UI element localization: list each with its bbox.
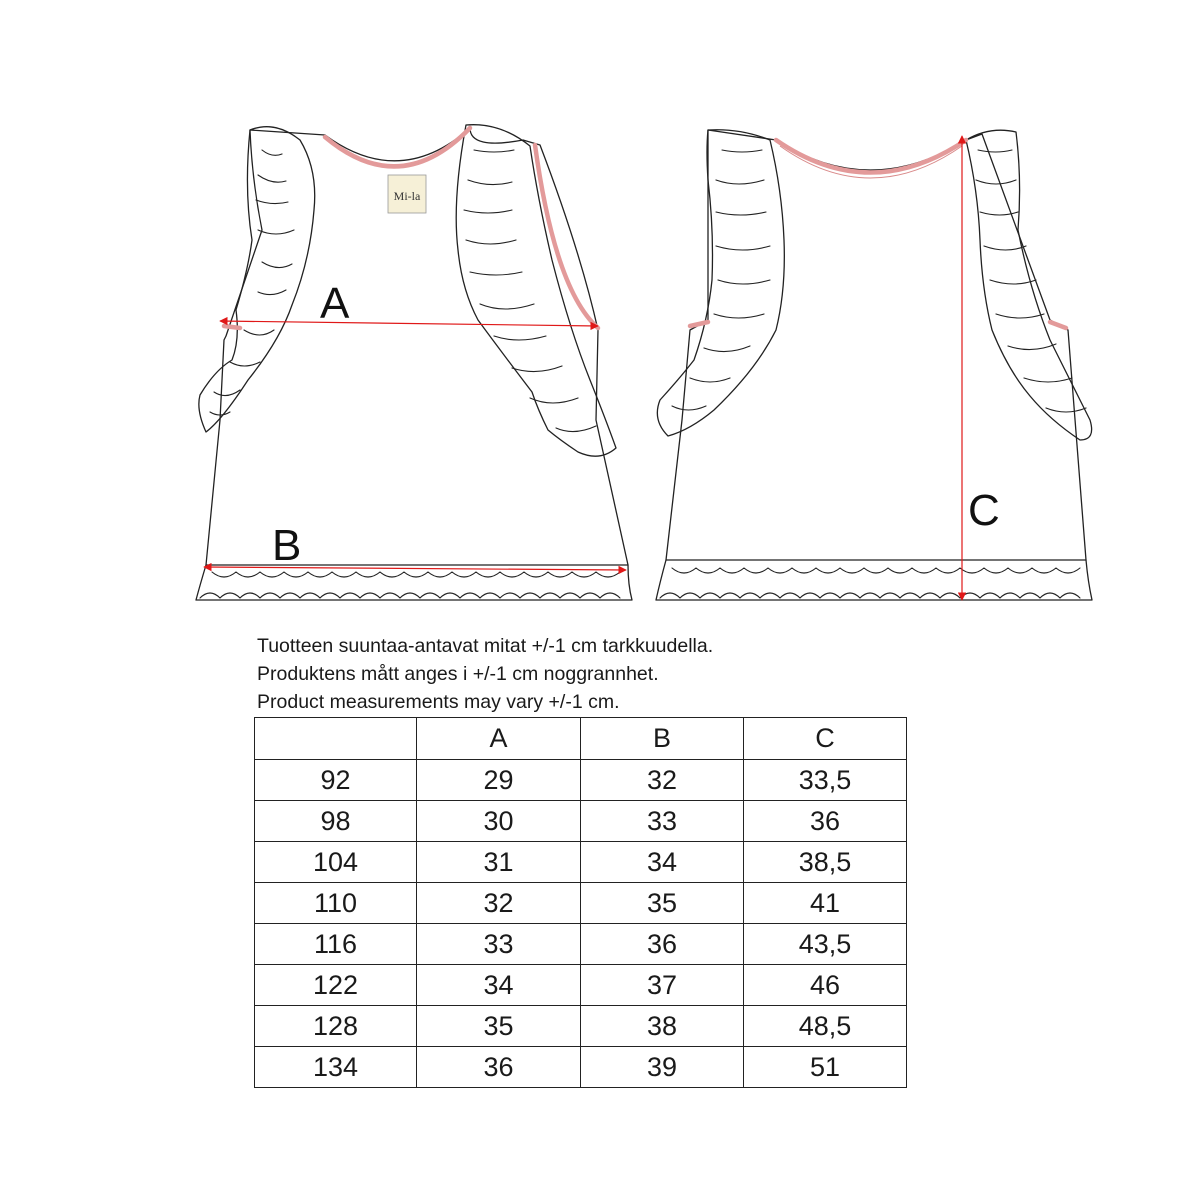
cell-a: 33 — [417, 924, 581, 965]
table-row — [255, 1047, 907, 1088]
cell-b: 32 — [581, 760, 744, 801]
cell-c: 46 — [744, 965, 907, 1006]
cell-a: 32 — [417, 883, 581, 924]
label-c: C — [968, 486, 1000, 535]
cell-size: 104 — [255, 842, 417, 883]
cell-a: 30 — [417, 801, 581, 842]
cell-size: 92 — [255, 760, 417, 801]
cell-size: 122 — [255, 965, 417, 1006]
cell-b: 36 — [581, 924, 744, 965]
table-row — [255, 760, 907, 801]
cell-b: 38 — [581, 1006, 744, 1047]
header-size — [255, 718, 417, 760]
cell-c: 51 — [744, 1047, 907, 1088]
cell-b: 37 — [581, 965, 744, 1006]
table-row — [255, 883, 907, 924]
cell-c: 48,5 — [744, 1006, 907, 1047]
cell-a: 36 — [417, 1047, 581, 1088]
back-view — [656, 130, 1092, 600]
front-view — [196, 125, 632, 600]
cell-c: 33,5 — [744, 760, 907, 801]
size-table — [254, 717, 907, 1088]
table-row — [255, 965, 907, 1006]
table-header-row — [255, 718, 907, 760]
brand-label: Mi-la — [393, 189, 421, 203]
cell-a: 34 — [417, 965, 581, 1006]
cell-a: 29 — [417, 760, 581, 801]
cell-size: 98 — [255, 801, 417, 842]
cell-c: 41 — [744, 883, 907, 924]
label-b: B — [272, 521, 302, 570]
cell-size: 134 — [255, 1047, 417, 1088]
cell-a: 31 — [417, 842, 581, 883]
header-a: A — [417, 718, 581, 760]
measure-line-a — [220, 321, 598, 326]
note-finnish: Tuotteen suuntaa-antavat mitat +/-1 cm tarkkuudella. — [257, 635, 714, 657]
cell-size: 128 — [255, 1006, 417, 1047]
table-row — [255, 1006, 907, 1047]
cell-b: 34 — [581, 842, 744, 883]
cell-b: 33 — [581, 801, 744, 842]
cell-a: 35 — [417, 1006, 581, 1047]
measurement-notes — [257, 632, 713, 716]
cell-b: 35 — [581, 883, 744, 924]
note-english: Product measurements may vary +/-1 cm. — [257, 691, 620, 713]
cell-size: 110 — [255, 883, 417, 924]
note-swedish: Produktens mått anges i +/-1 cm noggrannhet. — [257, 663, 659, 685]
header-b: B — [581, 718, 744, 760]
table-row — [255, 842, 907, 883]
header-c: C — [744, 718, 907, 760]
cell-c: 43,5 — [744, 924, 907, 965]
cell-size: 116 — [255, 924, 417, 965]
cell-c: 36 — [744, 801, 907, 842]
cell-b: 39 — [581, 1047, 744, 1088]
cell-c: 38,5 — [744, 842, 907, 883]
table-row — [255, 924, 907, 965]
measure-line-b — [204, 567, 626, 570]
label-a: A — [320, 279, 350, 328]
table-row — [255, 801, 907, 842]
